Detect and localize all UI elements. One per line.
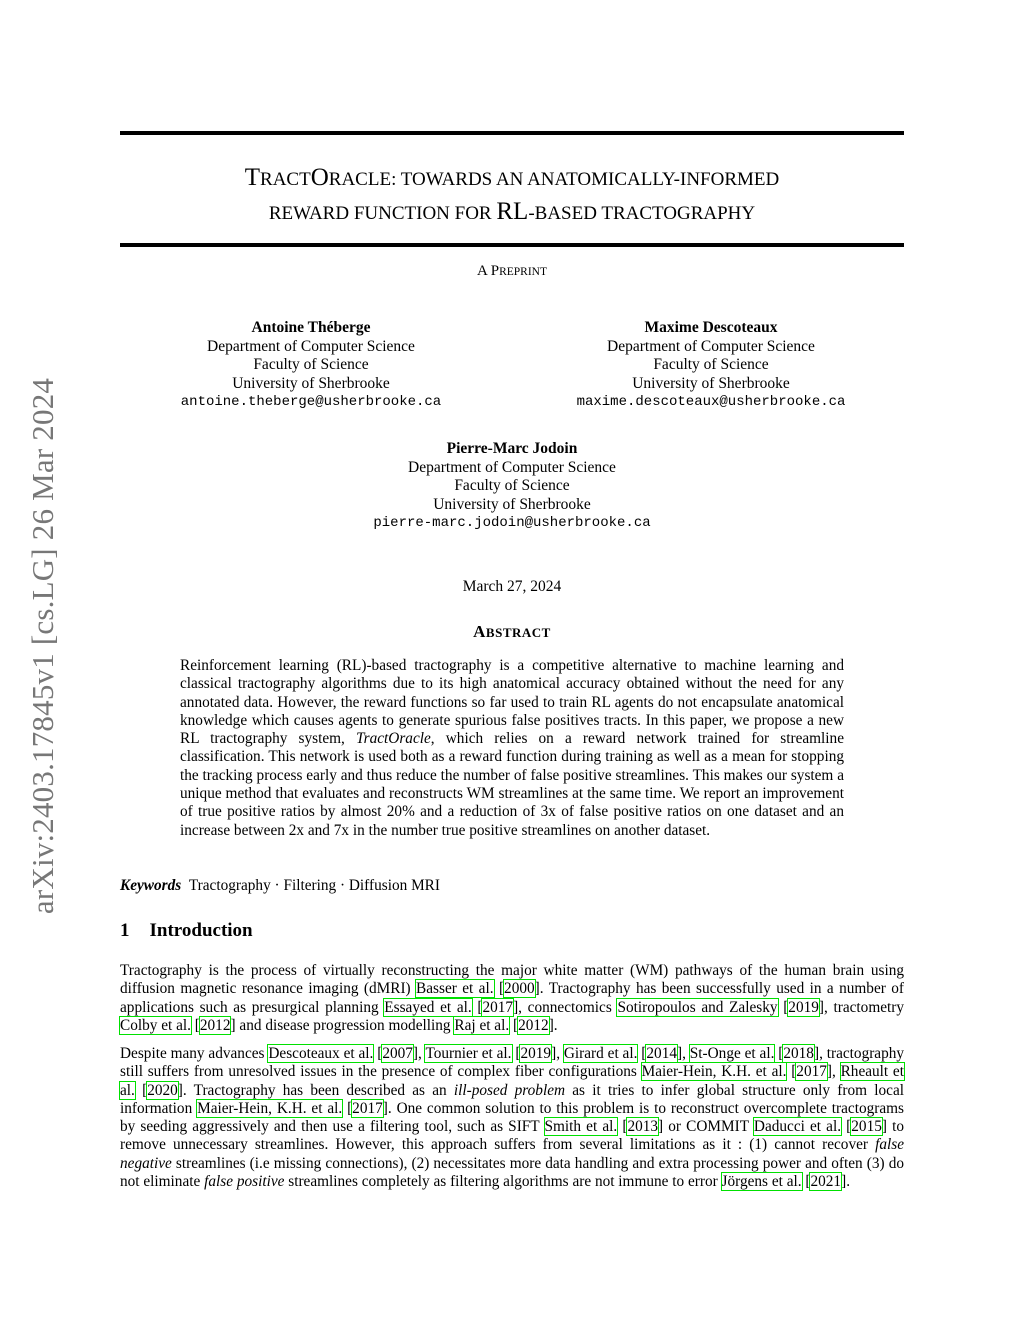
title-line-1: TRACTORACLE: TOWARDS AN ANATOMICALLY-INFORMED xyxy=(244,164,780,191)
citation-link[interactable]: Jörgens et al. xyxy=(721,1173,802,1191)
author-name: Pierre-Marc Jodoin xyxy=(446,440,578,457)
citation-link[interactable]: St-Onge et al. xyxy=(689,1045,775,1062)
author-faculty: Faculty of Science xyxy=(653,356,769,373)
author-faculty: Faculty of Science xyxy=(454,477,570,494)
citation-link[interactable]: Basser et al. xyxy=(416,980,494,998)
author-name: Maxime Descoteaux xyxy=(644,319,778,336)
citation-link[interactable]: Essayed et al. xyxy=(384,998,472,1016)
author-department: Department of Computer Science xyxy=(408,458,616,476)
citation-year-link[interactable]: 2012 xyxy=(518,1016,549,1034)
citation-link[interactable]: Girard et al. xyxy=(563,1045,638,1062)
author-university: University of Sherbrooke xyxy=(632,374,790,392)
author-faculty: Faculty of Science xyxy=(253,356,369,373)
author-block-3 xyxy=(330,440,694,533)
author-email[interactable]: pierre-marc.jodoin@usherbrooke.ca xyxy=(373,515,651,531)
author-university: University of Sherbrooke xyxy=(433,495,591,513)
section-heading-introduction: 1 Introduction xyxy=(120,920,253,941)
citation-link[interactable]: Smith et al. xyxy=(544,1118,618,1136)
citation-year-link[interactable]: 2018 xyxy=(783,1045,814,1062)
citation-link[interactable]: Descoteaux et al. xyxy=(268,1045,374,1062)
citation-link[interactable]: Raj et al. xyxy=(454,1016,510,1034)
citation-year-link[interactable]: 2012 xyxy=(199,1016,231,1034)
author-email[interactable]: antoine.theberge@usherbrooke.ca xyxy=(180,394,442,410)
abstract-text: Reinforcement learning (RL)-based tractography is a competitive alternative to machine learning and classical tractography algorithms due to its high anatomical accuracy obtained without the need for any annotated data. However, the reward functions so far used to train RL agents do not encapsulate anatomical knowledge which causes agents to generate spurious false positives tracts. In this paper, we propose a new RL tractography system, TractOracle, which relies on a reward network trained for streamline classification. This network is used both as a reward function during training as well as a mean for stopping the tracking process early and thus reduce the number of false positive streamlines. This makes our system a unique method that evaluates and reconstructs WM streamlines at the same time. We report an improvement of true positive ratios by almost 20% and a reduction of 3x of false positive ratios on one dataset and an increase between 2x and 7x in the number true positive streamlines on another dataset. xyxy=(180,657,844,839)
citation-year-link[interactable]: 2014 xyxy=(646,1045,677,1062)
arxiv-stamp: arXiv:2403.17845v1 [cs.LG] 26 Mar 2024 xyxy=(25,377,60,915)
citation-year-link[interactable]: 2019 xyxy=(788,998,819,1016)
author-email[interactable]: maxime.descoteaux@usherbrooke.ca xyxy=(576,394,846,410)
preprint-label: A PREPRINT xyxy=(476,263,548,279)
citation-year-link[interactable]: 2017 xyxy=(796,1063,827,1081)
citation-year-link[interactable]: 2007 xyxy=(382,1045,413,1062)
citation-link[interactable]: Rheault et al. xyxy=(120,1063,904,1099)
title-top-rule xyxy=(120,131,904,135)
citation-year-link[interactable]: 2000 xyxy=(504,980,535,998)
author-name: Antoine Théberge xyxy=(251,319,371,336)
intro-paragraph-1: Tractography is the process of virtually reconstructing the major white matter (WM) pathways of the human brain using diffusion magnetic resonance imaging (dMRI) Basser et al. [2000]. Tractography has been successfully used in a number of applications such as presurgical planning Essayed et al. [2017], connectomics Sotiropoulos and Zalesky [2019], tractometry Colby et al. [2012] and disease progression modelling Raj et al. [2012]. xyxy=(120,962,905,1034)
citation-link[interactable]: Tournier et al. xyxy=(425,1045,512,1062)
citation-link[interactable]: Daducci et al. xyxy=(753,1118,842,1136)
author-department: Department of Computer Science xyxy=(607,337,815,355)
citation-year-link[interactable]: 2017 xyxy=(352,1099,383,1117)
citation-year-link[interactable]: 2013 xyxy=(627,1118,659,1136)
keywords: Keywords Tractography · Filtering · Diffusion MRI xyxy=(120,877,440,894)
citation-year-link[interactable]: 2015 xyxy=(851,1118,882,1136)
citation-year-link[interactable]: 2020 xyxy=(147,1081,178,1099)
citation-link[interactable]: Maier-Hein, K.H. et al. xyxy=(197,1099,343,1117)
author-block-2 xyxy=(560,319,862,412)
title-bottom-rule xyxy=(120,243,904,247)
abstract-heading: ABSTRACT xyxy=(473,622,551,641)
author-block-1 xyxy=(160,319,462,412)
intro-paragraph-2: Despite many advances Descoteaux et al. [2007], Tournier et al. [2019], Girard et al. [2014], St-Onge et al. [2018], tractography still suffers from unresolved issues in the presence of complex fiber configurations Maier-Hein, K.H. et al. [2017], Rheault et al. [2020]. Tractography has been described as an ill-posed problem as it tries to infer global structure only from local information Maier-Hein, K.H. et al. [2017]. One common solution to this problem is to reconstruct overcomplete tractograms by seeding aggressively and then use a filtering tool, such as SIFT Smith et al. [2013] or COMMIT Daducci et al. [2015] to remove unnecessary streamlines. However, this approach suffers from several limitations as it : (1) cannot recover false negative streamlines (i.e missing connections), (2) necessitates more data handling and extra processing power and often (3) do not eliminate false positive streamlines completely as filtering algorithms are not immune to error Jörgens et al. [2021]. xyxy=(120,1045,905,1191)
paper-date: March 27, 2024 xyxy=(462,578,562,595)
paper-title xyxy=(120,162,904,230)
citation-link[interactable]: Colby et al. xyxy=(120,1016,191,1034)
author-university: University of Sherbrooke xyxy=(232,374,390,392)
author-department: Department of Computer Science xyxy=(207,337,415,355)
citation-link[interactable]: Maier-Hein, K.H. et al. xyxy=(641,1063,787,1081)
citation-year-link[interactable]: 2021 xyxy=(810,1173,842,1191)
citation-year-link[interactable]: 2017 xyxy=(482,998,514,1016)
citation-link[interactable]: Sotiropoulos and Zalesky xyxy=(617,998,778,1016)
title-line-2: REWARD FUNCTION FOR RL-BASED TRACTOGRAPHY xyxy=(268,198,756,225)
citation-year-link[interactable]: 2019 xyxy=(520,1045,552,1062)
